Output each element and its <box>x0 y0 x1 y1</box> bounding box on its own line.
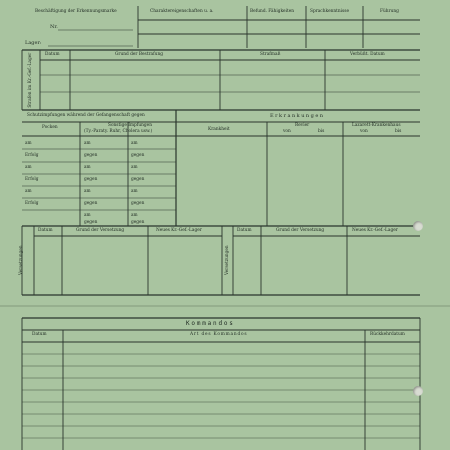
impf-erfolg: Erfolg <box>25 153 39 158</box>
impf-sonstige-header: Sonstige Impfungen <box>108 123 152 128</box>
kommandos-art-header: Art des Kommandos <box>190 332 248 337</box>
impf-gegen: gegen <box>131 220 145 225</box>
label-lager: Lager: <box>25 40 42 46</box>
erk-revier-header: Revier <box>295 123 310 128</box>
kommandos-datum-header: Datum <box>32 332 47 337</box>
impf-sonstige-subheader: (Ty.-Paraty. Ruhr, Cholera usw.) <box>84 129 153 134</box>
vers-grund-header: Grund der Versetzung <box>76 228 125 233</box>
erkrankungen-title: Erkrankungen <box>270 113 325 119</box>
impf-am: am <box>131 213 138 218</box>
impf-erfolg: Erfolg <box>25 177 39 182</box>
punch-hole <box>413 221 423 231</box>
impf-am: am <box>25 165 32 170</box>
label-sprach: Sprachkenntnisse <box>310 9 349 14</box>
impf-gegen: gegen <box>131 153 145 158</box>
impf-gegen: gegen <box>84 220 98 225</box>
vers-grund-header: Grund der Versetzung <box>276 228 325 233</box>
strafen-side-label: Strafen im Kr.-Gef.-Lager <box>27 52 33 108</box>
erk-lazarett-header: Lazarett-Krankenhaus <box>352 123 401 128</box>
vers-neues-header: Neues Kr.-Gef.-Lager <box>352 228 398 233</box>
strafen-verbusst-header: Verbüßt. Datum <box>350 52 385 57</box>
vers-datum-header: Datum <box>38 228 53 233</box>
label-charakter: Charaktereigenschaften u. a. <box>150 9 214 14</box>
label-fuhrung: Führung <box>380 9 399 14</box>
impf-gegen: gegen <box>131 201 145 206</box>
strafen-strafmass-header: Strafmaß <box>260 52 281 57</box>
label-befund: Befund. Fähigkeiten <box>250 9 295 14</box>
impf-am: am <box>131 189 138 194</box>
erk-revier-von: von <box>283 129 291 134</box>
label-nr: Nr. <box>50 24 58 30</box>
impf-am: am <box>25 141 32 146</box>
vers-neues-header: Neues Kr.-Gef.-Lager <box>156 228 202 233</box>
impf-pocken-header: Pocken <box>42 125 58 130</box>
kommandos-title: Kommandos <box>186 320 235 327</box>
label-beschaftigung: Beschäftigung der Erkennungsmarke <box>35 9 117 14</box>
erk-lazarett-von: von <box>360 129 368 134</box>
impf-title: Schutzimpfungen während der Gefangenschaft gegen <box>27 113 145 118</box>
strafen-grund-header: Grund der Bestrafung <box>115 52 163 57</box>
vers-datum-header: Datum <box>237 228 252 233</box>
impf-am: am <box>84 189 91 194</box>
kommandos-rueckkehr-header: Rückkehrdatum <box>370 332 405 337</box>
versetzungen-side-label: Versetzungen <box>18 245 24 275</box>
erk-revier-bis: bis <box>318 129 325 134</box>
strafen-datum-header: Datum <box>45 52 60 57</box>
impf-gegen: gegen <box>84 177 98 182</box>
impf-am: am <box>84 165 91 170</box>
impf-gegen: gegen <box>84 153 98 158</box>
erk-krankheit-header: Krankheit <box>208 127 230 132</box>
erk-lazarett-bis: bis <box>395 129 402 134</box>
impf-erfolg: Erfolg <box>25 201 39 206</box>
versetzungen-side-label: Versetzungen <box>224 245 230 275</box>
impf-gegen: gegen <box>84 201 98 206</box>
impf-am: am <box>131 141 138 146</box>
impf-am: am <box>84 213 91 218</box>
impf-am: am <box>25 189 32 194</box>
impf-gegen: gegen <box>131 177 145 182</box>
impf-am: am <box>84 141 91 146</box>
punch-hole <box>413 386 423 396</box>
impf-am: am <box>131 165 138 170</box>
